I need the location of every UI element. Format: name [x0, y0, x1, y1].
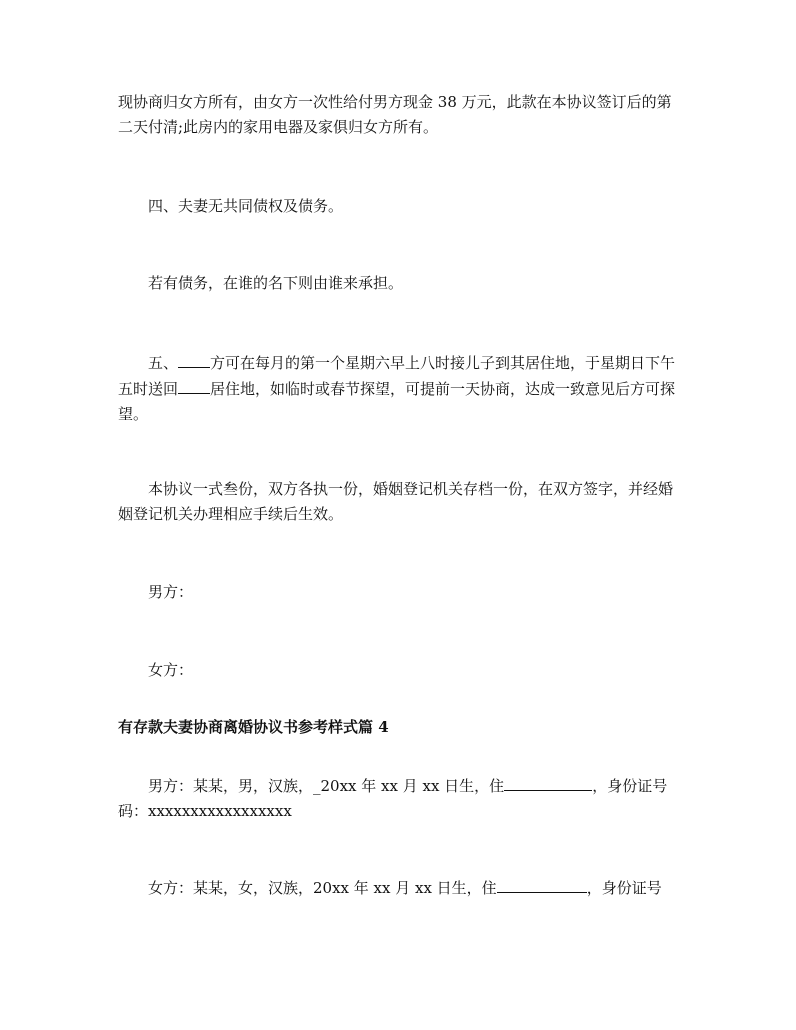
blank-party-1	[178, 350, 210, 368]
blank-female-address	[497, 875, 587, 893]
blank-male-address	[504, 773, 592, 791]
paragraph-clause-four: 四、夫妻无共同债权及债务。	[148, 197, 344, 215]
male-info-text-2: ，身份证号码：xxxxxxxxxxxxxxxxx	[118, 777, 668, 820]
section-title: 有存款夫妻协商离婚协议书参考样式篇 4	[118, 718, 389, 736]
female-signature-line: 女方：	[148, 661, 194, 679]
female-party-info	[118, 875, 683, 901]
blank-party-2	[178, 376, 210, 394]
clause-five-number: 五、	[148, 354, 179, 372]
female-info-text-2: ，身份证号	[586, 879, 662, 897]
paragraph-clause-five	[118, 350, 683, 427]
paragraph-agreement-copies: 本协议一式叁份，双方各执一份，婚姻登记机关存档一份，在双方签字，并经婚姻登记机关办理相应手续后生效。	[118, 480, 674, 523]
clause-five-text-1: 方可在每月的第一个星期六早上八时接儿子到其居住地，于星期日下午五时送回	[118, 354, 676, 398]
clause-five-text-2: 居住地，如临时或春节探望，可提前一天协商，达成一致意见后方可探望。	[118, 380, 676, 423]
female-info-text-1: 女方：某某，女，汉族，20xx 年 xx 月 xx 日生，住	[148, 879, 497, 897]
paragraph-house-ownership: 现协商归女方所有，由女方一次性给付男方现金 38 万元，此款在本协议签订后的第二天付清;此房内的家用电器及家俱归女方所有。	[118, 93, 672, 136]
male-signature-line: 男方：	[148, 583, 194, 601]
male-info-text-1: 男方：某某，男，汉族，_20xx 年 xx 月 xx 日生，住	[148, 777, 505, 795]
male-party-info	[118, 773, 683, 824]
paragraph-debts: 若有债务，在谁的名下则由谁来承担。	[148, 274, 404, 292]
